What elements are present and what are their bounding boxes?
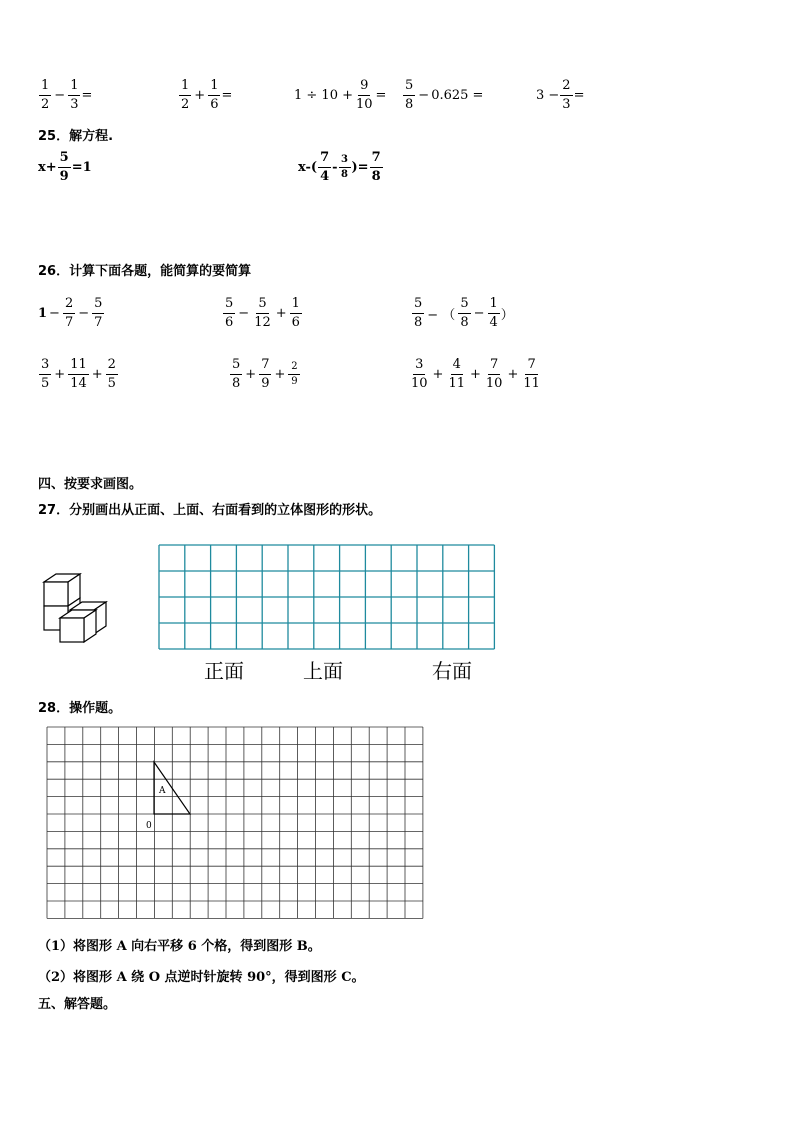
numerator: 9 xyxy=(358,78,370,96)
denominator: 11 xyxy=(523,376,540,391)
operator: − xyxy=(418,88,430,103)
numerator: 2 xyxy=(560,78,572,96)
operator: − xyxy=(473,306,485,321)
equation-lead: x+ xyxy=(38,160,57,175)
denominator: 10 xyxy=(356,97,373,112)
fraction xyxy=(458,296,470,331)
operator: − （ xyxy=(427,308,456,323)
calc-item-2 xyxy=(178,78,232,113)
q26-expr-r1c3 xyxy=(411,296,514,331)
operator: + xyxy=(54,367,66,382)
fraction xyxy=(339,154,351,181)
denominator: 9 xyxy=(59,169,69,184)
denominator: 8 xyxy=(371,169,381,184)
operator: + xyxy=(275,306,287,321)
expression-prefix: 3 − xyxy=(536,88,560,103)
fraction xyxy=(68,78,80,113)
fraction xyxy=(230,357,242,392)
equals-sign: = xyxy=(573,88,585,103)
fraction xyxy=(288,361,300,388)
numerator: 7 xyxy=(370,150,383,168)
denominator: 6 xyxy=(210,97,219,112)
fraction xyxy=(58,150,71,185)
numerator: 7 xyxy=(525,357,537,375)
fraction xyxy=(560,78,572,113)
fraction xyxy=(446,357,467,392)
q28-title: 28．操作题。 xyxy=(38,701,122,716)
denominator: 8 xyxy=(460,315,469,330)
denominator: 9 xyxy=(261,376,270,391)
denominator: 12 xyxy=(254,315,271,330)
label-front-view: 正面 xyxy=(204,659,244,683)
numerator: 11 xyxy=(68,357,89,375)
operator: + xyxy=(470,367,481,382)
numerator: 7 xyxy=(259,357,271,375)
denominator: 3 xyxy=(70,97,79,112)
numerator: 1 xyxy=(68,78,80,96)
fraction xyxy=(106,357,118,392)
operator: + xyxy=(432,367,444,382)
operator: − xyxy=(238,306,250,321)
numerator: 7 xyxy=(488,357,500,375)
numerator: 5 xyxy=(230,357,242,375)
operator: − xyxy=(78,306,90,321)
denominator: 7 xyxy=(94,315,103,330)
numerator: 5 xyxy=(92,296,104,314)
numerator: 2 xyxy=(106,357,118,375)
fraction xyxy=(92,296,104,331)
numerator: 3 xyxy=(339,154,351,168)
denominator: 6 xyxy=(225,315,234,330)
numerator: 5 xyxy=(458,296,470,314)
denominator: 9 xyxy=(291,376,298,387)
operator: + xyxy=(274,367,286,382)
numerator: 3 xyxy=(39,357,51,375)
label-right-view: 右面 xyxy=(432,659,472,683)
q28-task-2: （2）将图形 A 绕 O 点逆时针旋转 90°，得到图形 C。 xyxy=(38,970,365,985)
fraction xyxy=(223,296,235,331)
q27-title: 27．分别画出从正面、上面、右面看到的立体图形的形状。 xyxy=(38,503,382,518)
equals-sign: = xyxy=(375,88,387,103)
fraction xyxy=(412,296,424,331)
q26-expr-r2c3 xyxy=(408,357,543,392)
numerator: 5 xyxy=(58,150,71,168)
denominator: 7 xyxy=(64,315,74,330)
number: 1 xyxy=(38,306,48,321)
fraction xyxy=(290,296,302,331)
denominator: 11 xyxy=(448,376,465,391)
operator: − xyxy=(49,306,60,321)
q28-task-1: （1）将图形 A 向右平移 6 个格，得到图形 B。 xyxy=(38,939,321,954)
q27-drawing-grid[interactable] xyxy=(158,544,496,652)
fraction xyxy=(521,357,542,392)
fraction xyxy=(488,296,500,331)
calc-item-3 xyxy=(294,78,386,113)
fraction xyxy=(63,296,75,331)
operator: + xyxy=(194,88,206,103)
operator: + xyxy=(507,367,519,382)
q26-expr-r2c1 xyxy=(38,357,119,392)
numerator: 1 xyxy=(39,78,51,96)
numerator: 5 xyxy=(223,296,235,314)
fraction xyxy=(39,78,51,113)
label-o: 0 xyxy=(146,821,152,831)
equation-tail: =1 xyxy=(71,160,92,175)
numerator: 4 xyxy=(451,357,463,375)
denominator: 4 xyxy=(489,315,498,330)
numerator: 1 xyxy=(179,78,191,96)
operator: - xyxy=(332,160,338,175)
operator: − xyxy=(54,88,66,103)
q28-square-grid[interactable] xyxy=(46,726,424,920)
calc-item-4 xyxy=(402,78,483,113)
denominator: 8 xyxy=(232,376,241,391)
close-paren: ） xyxy=(500,308,514,323)
q25-title: 25．解方程. xyxy=(38,129,114,144)
q26-expr-r2c2 xyxy=(229,357,301,392)
equation-close: )= xyxy=(351,160,369,175)
calc-item-5 xyxy=(536,78,584,113)
label-a: A xyxy=(159,786,166,796)
denominator: 2 xyxy=(41,97,50,112)
section-4-title: 四、按要求画图。 xyxy=(38,477,143,492)
numerator: 7 xyxy=(318,150,331,168)
q26-expr-r1c2 xyxy=(222,296,303,331)
numerator: 3 xyxy=(413,357,425,375)
cube-stack-figure xyxy=(38,570,112,652)
fraction xyxy=(208,78,220,113)
denominator: 5 xyxy=(107,376,116,391)
denominator: 8 xyxy=(341,169,349,180)
numerator: 2 xyxy=(288,361,300,375)
fraction xyxy=(39,357,51,392)
operator: + xyxy=(245,367,257,382)
denominator: 14 xyxy=(70,376,87,391)
denominator: 5 xyxy=(41,376,50,391)
fraction xyxy=(179,78,191,113)
denominator: 3 xyxy=(562,97,571,112)
denominator: 10 xyxy=(411,376,428,391)
operator: + xyxy=(91,367,103,382)
q25-equation-2 xyxy=(298,150,384,185)
numerator: 5 xyxy=(403,78,415,96)
q25-equation-1 xyxy=(38,150,92,185)
fraction xyxy=(318,150,331,185)
numerator: 2 xyxy=(63,296,75,314)
q26-expr-r1c1 xyxy=(38,296,105,331)
expression-suffix: 0.625 = xyxy=(431,88,484,103)
denominator: 6 xyxy=(291,315,300,330)
equals-sign: = xyxy=(221,88,233,103)
expression-prefix: 1 ÷ 10 + xyxy=(294,88,353,103)
denominator: 10 xyxy=(485,376,503,391)
calc-item-1 xyxy=(38,78,92,113)
numerator: 1 xyxy=(290,296,302,314)
equation-lead: x-( xyxy=(298,160,318,175)
section-5-title: 五、解答题。 xyxy=(38,997,117,1012)
numerator: 1 xyxy=(208,78,220,96)
equals-sign: = xyxy=(81,88,93,103)
numerator: 1 xyxy=(488,296,500,314)
fraction xyxy=(484,357,505,392)
fraction xyxy=(354,78,375,113)
denominator: 2 xyxy=(181,97,190,112)
q26-title: 26．计算下面各题，能简算的要简算 xyxy=(38,264,252,279)
label-top-view: 上面 xyxy=(303,659,343,683)
fraction xyxy=(403,78,415,113)
numerator: 5 xyxy=(412,296,424,314)
fraction xyxy=(259,357,271,392)
fraction xyxy=(252,296,273,331)
fraction xyxy=(409,357,430,392)
fraction xyxy=(370,150,383,185)
denominator: 8 xyxy=(405,97,414,112)
fraction xyxy=(68,357,89,392)
denominator: 8 xyxy=(414,315,423,330)
denominator: 4 xyxy=(320,169,330,184)
numerator: 5 xyxy=(256,296,268,314)
